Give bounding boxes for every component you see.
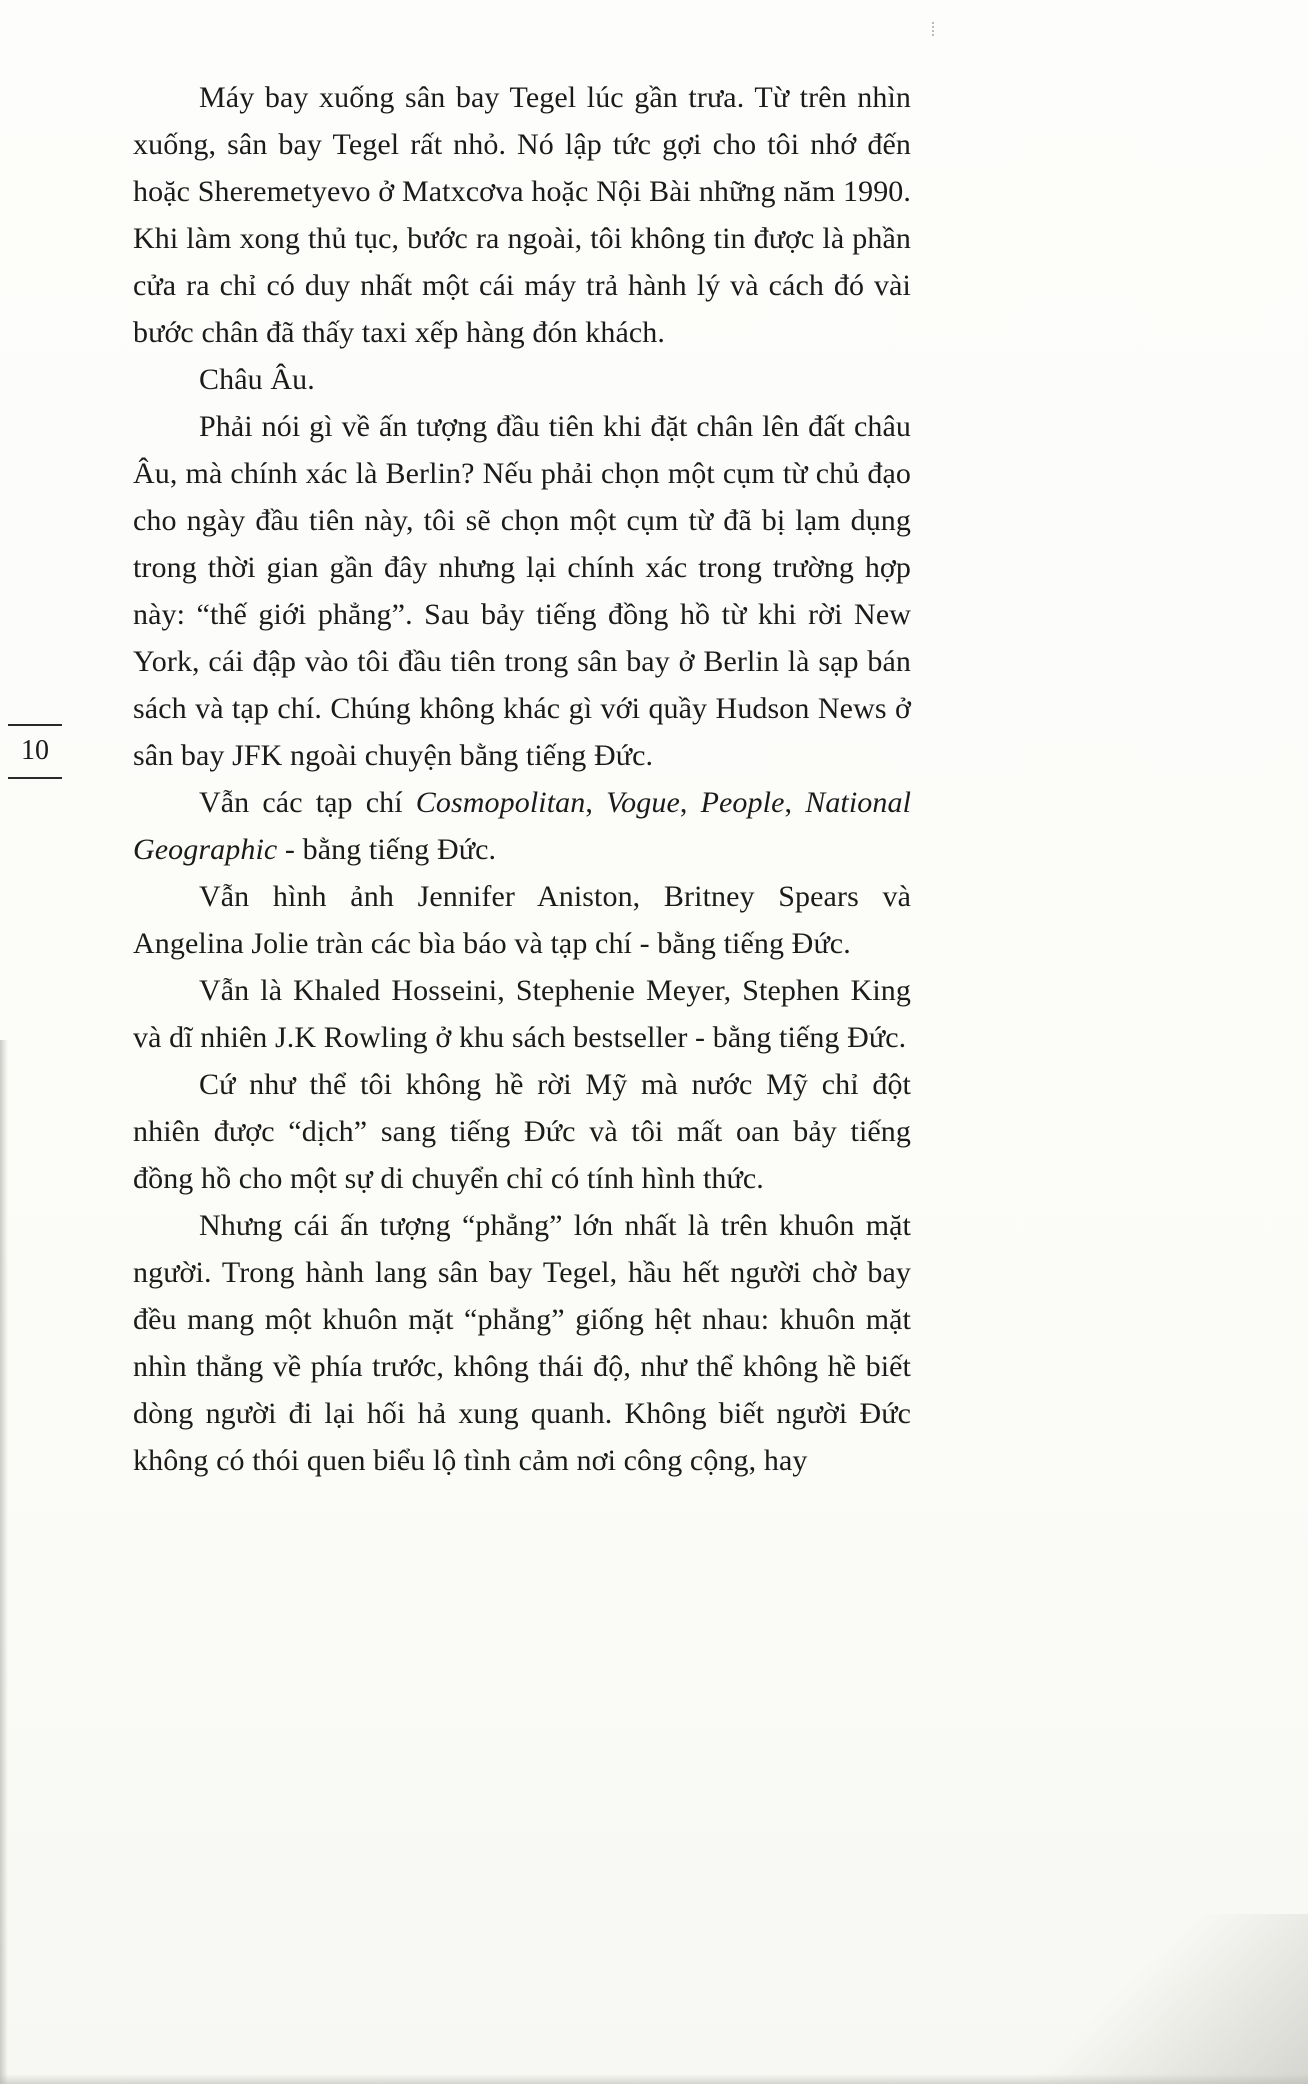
paragraph — [133, 967, 911, 1061]
paragraph — [133, 779, 911, 873]
text-run: - bằng tiếng Đức. — [277, 833, 497, 866]
text-run: Cứ như thể tôi không hề rời Mỹ mà nước Mỹ chỉ đột nhiên được “dịch” sang tiếng Đức và tôi mất oan bảy tiếng đồng hồ cho một sự di chuyển chỉ có tính hình thức. — [133, 1068, 911, 1195]
text-run: Máy bay xuống sân bay Tegel lúc gần trưa. Từ trên nhìn xuống, sân bay Tegel rất nhỏ. Nó lập tức gợi cho tôi nhớ đến hoặc Sheremetyevo ở Matxcơva hoặc Nội Bài những năm 1990. Khi làm xong thủ tục, bước ra ngoài, tôi không tin được là phần cửa ra chỉ có duy nhất một cái máy trả hành lý và cách đó vài bước chân đã thấy taxi xếp hàng đón khách. — [133, 81, 911, 349]
scan-corner-shadow — [1008, 1914, 1308, 2084]
paragraph — [133, 1202, 911, 1484]
paragraph — [133, 403, 911, 779]
scan-edge-left — [0, 1040, 8, 2084]
text-run: Vẫn các tạp chí — [199, 786, 416, 819]
paragraph — [133, 356, 911, 403]
text-run: , — [784, 786, 806, 819]
text-run: Vẫn hình ảnh Jennifer Aniston, Britney Spears và Angelina Jolie tràn các bìa báo và tạp chí - bằng tiếng Đức. — [133, 880, 911, 960]
text-run: Châu Âu. — [199, 363, 315, 396]
text-run: Vẫn là Khaled Hosseini, Stephenie Meyer, Stephen King và dĩ nhiên J.K Rowling ở khu sách bestseller - bằng tiếng Đức. — [133, 974, 911, 1054]
paragraph — [133, 1061, 911, 1202]
italic-text-run: National Geographic — [133, 786, 912, 866]
text-run: Phải nói gì về ấn tượng đầu tiên khi đặt chân lên đất châu Âu, mà chính xác là Berlin? Nếu phải chọn một cụm từ chủ đạo cho ngày đầu tiên này, tôi sẽ chọn một cụm từ đã bị lạm dụng trong thời gian gần đây nhưng lại chính xác trong trường hợp này: “thế giới phẳng”. Sau bảy tiếng đồng hồ từ khi rời New York, cái đập vào tôi đầu tiên trong sân bay ở Berlin là sạp bán sách và tạp chí. Chúng không khác gì với quầy Hudson News ở sân bay JFK ngoài chuyện bằng tiếng Đức. — [133, 410, 911, 772]
paragraph — [133, 74, 911, 356]
italic-text-run: Vogue — [606, 786, 680, 819]
scan-speck — [932, 22, 938, 36]
paragraph — [133, 873, 911, 967]
text-run: , — [679, 786, 701, 819]
text-run: , — [585, 786, 607, 819]
italic-text-run: Cosmopolitan — [415, 786, 586, 819]
italic-text-run: People — [700, 786, 785, 819]
scan-edge-bottom — [0, 2074, 1308, 2084]
text-run: Nhưng cái ấn tượng “phẳng” lớn nhất là trên khuôn mặt người. Trong hành lang sân bay Tegel, hầu hết người chờ bay đều mang một khuôn mặt “phẳng” giống hệt nhau: khuôn mặt nhìn thẳng về phía trước, không thái độ, như thể không hề biết dòng người đi lại hối hả xung quanh. Không biết người Đức không có thói quen biểu lộ tình cảm nơi công cộng, hay — [133, 1209, 911, 1477]
page-number: 10 — [21, 735, 49, 766]
page-number-block — [8, 724, 62, 779]
text-block — [133, 74, 911, 1484]
